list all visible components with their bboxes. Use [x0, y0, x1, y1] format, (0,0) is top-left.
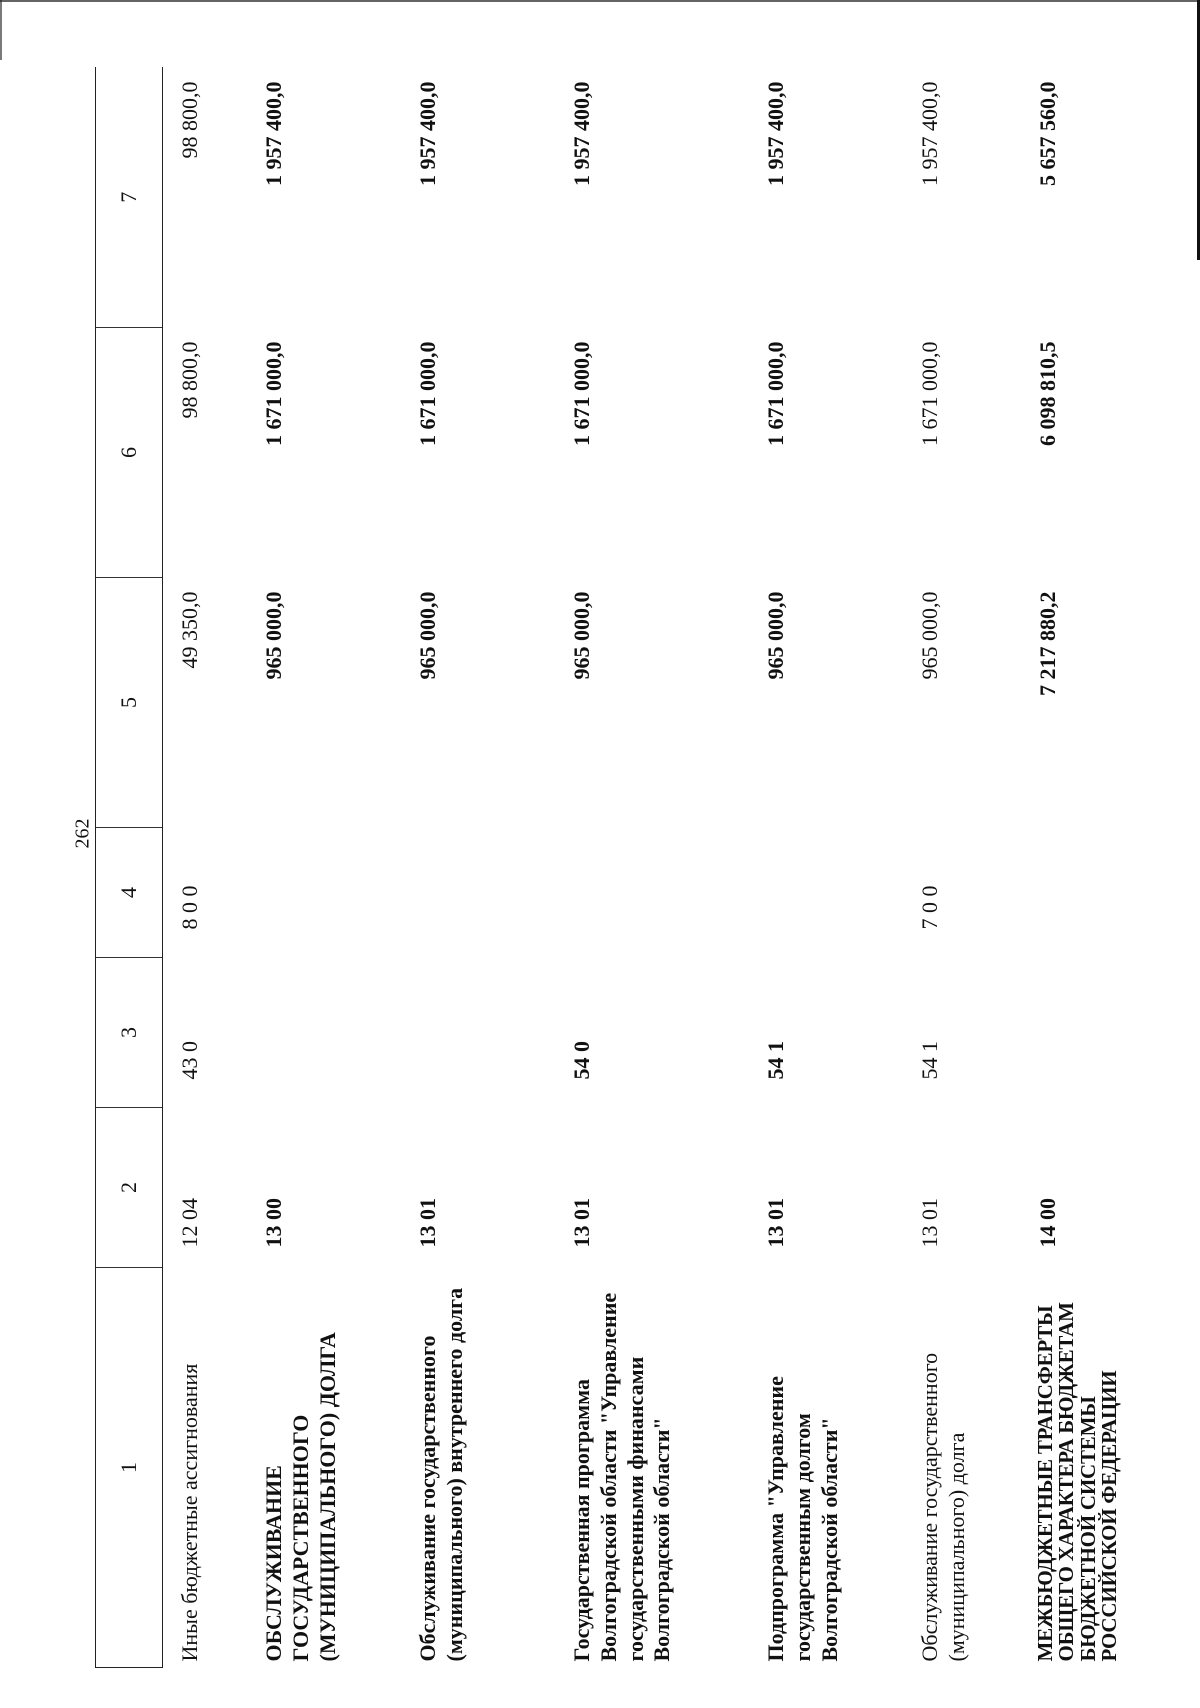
row-col5-value: 49 350,0 [177, 591, 202, 669]
row-expense-type [749, 828, 903, 958]
rotated-page-content [95, 68, 1175, 1668]
table-row [749, 68, 903, 1668]
row-col5-value: 7 217 880,2 [1035, 591, 1060, 696]
scan-edge-left [0, 0, 2, 60]
row-target [247, 958, 401, 1108]
row-col5-value: 965 000,0 [917, 591, 942, 680]
column-header-1: 1 [96, 1268, 163, 1668]
row-section: 14 00 [1035, 1198, 1060, 1248]
row-name: ОБСЛУЖИВАНИЕ ГОСУДАРСТВЕННОГО (МУНИЦИПАЛЬНОГО) ДОЛГА [261, 1332, 340, 1662]
table-header-row [96, 68, 163, 1668]
table-row [903, 68, 1021, 1668]
table-row [163, 68, 248, 1668]
column-header-4: 4 [96, 828, 163, 958]
column-header-2: 2 [96, 1108, 163, 1268]
row-col6-value: 1 671 000,0 [415, 341, 440, 446]
row-target: 54 1 [763, 1041, 788, 1080]
budget-table [95, 68, 1185, 1669]
table-row [247, 68, 401, 1668]
row-section: 13 01 [763, 1198, 788, 1248]
row-section: 12 04 [177, 1198, 202, 1248]
row-col5-value: 965 000,0 [261, 591, 286, 680]
row-col6-value: 1 671 000,0 [569, 341, 594, 446]
row-col7-value: 98 800,0 [177, 81, 202, 159]
row-col6-value: 6 098 810,5 [1035, 341, 1060, 446]
row-section: 13 01 [917, 1198, 942, 1248]
row-col7-value: 1 957 400,0 [917, 81, 942, 186]
row-target [1021, 958, 1185, 1108]
row-col7-value: 1 957 400,0 [763, 81, 788, 186]
row-expense-type [1021, 828, 1185, 958]
row-section: 13 00 [261, 1198, 286, 1248]
table-row [401, 68, 555, 1668]
row-name: Обслуживание государственного (муниципального) внутреннего долга [415, 1287, 467, 1662]
row-name: МЕЖБЮДЖЕТНЫЕ ТРАНСФЕРТЫ ОБЩЕГО ХАРАКТЕРА БЮДЖЕТАМ БЮДЖЕТНОЙ СИСТЕМЫ РОССИЙСКОЙ ФЕДЕРАЦИИ [1033, 1302, 1122, 1662]
row-col7-value: 1 957 400,0 [569, 81, 594, 186]
row-col7-value: 1 957 400,0 [415, 81, 440, 186]
row-col7-value: 1 957 400,0 [261, 81, 286, 186]
row-expense-type [555, 828, 749, 958]
table-row [1021, 68, 1185, 1668]
row-col6-value: 1 671 000,0 [763, 341, 788, 446]
row-col6-value: 1 671 000,0 [261, 341, 286, 446]
row-target: 54 0 [569, 1041, 594, 1080]
page-number: 262 [71, 818, 94, 849]
row-col7-value: 5 657 560,0 [1035, 81, 1060, 186]
row-col6-value: 1 671 000,0 [917, 341, 942, 446]
table-row [555, 68, 749, 1668]
row-section: 13 01 [415, 1198, 440, 1248]
row-section: 13 01 [569, 1198, 594, 1248]
row-target: 43 0 [177, 1041, 202, 1080]
column-header-5: 5 [96, 578, 163, 828]
row-expense-type [401, 828, 555, 958]
row-col5-value: 965 000,0 [569, 591, 594, 680]
row-target [401, 958, 555, 1108]
row-expense-type: 7 0 0 [917, 885, 942, 930]
row-col5-value: 965 000,0 [415, 591, 440, 680]
scan-edge-top [0, 0, 1200, 2]
row-expense-type: 8 0 0 [177, 885, 202, 930]
row-name: Иные бюджетные ассигнования [177, 1363, 202, 1662]
row-name: Подпрограмма "Управление государственным долгом Волгоградской области" [763, 1376, 842, 1662]
column-header-3: 3 [96, 958, 163, 1108]
column-header-7: 7 [96, 68, 163, 328]
row-target: 54 1 [917, 1041, 942, 1080]
row-name: Государственная программа Волгоградской области "Управление государственными финансами Волгоградской области" [569, 1292, 675, 1662]
row-col5-value: 965 000,0 [763, 591, 788, 680]
column-header-6: 6 [96, 328, 163, 578]
row-expense-type [247, 828, 401, 958]
row-name: Обслуживание государственного (муниципального) долга [917, 1352, 969, 1662]
row-col6-value: 98 800,0 [177, 341, 202, 419]
